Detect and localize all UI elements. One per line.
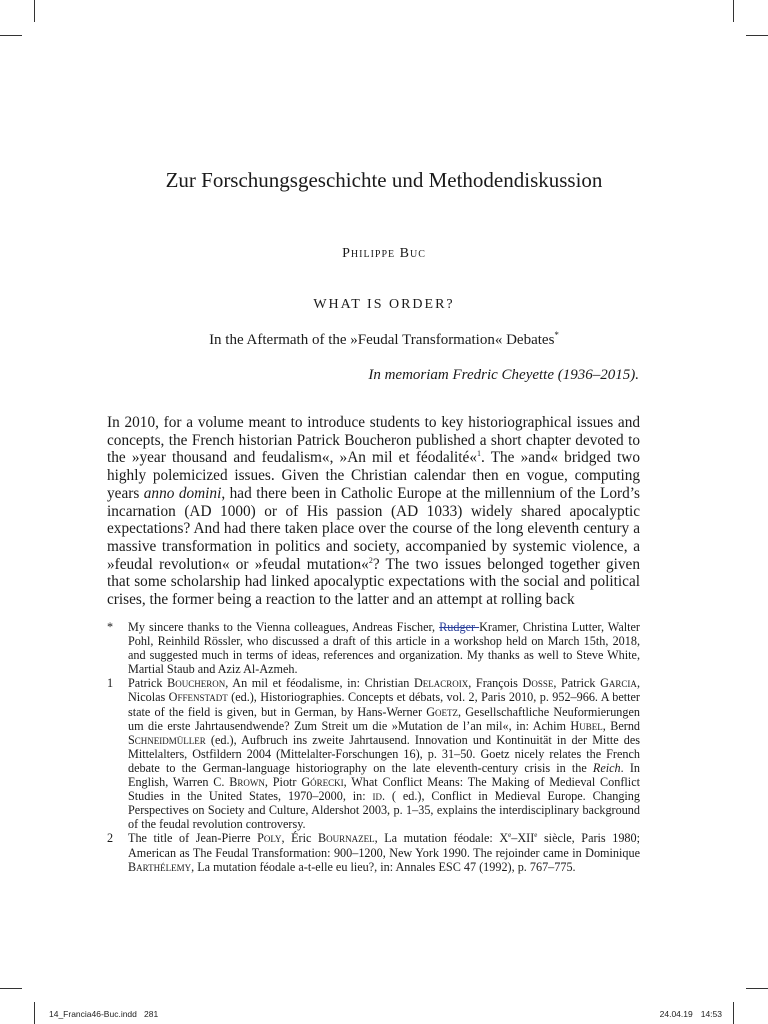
fn-text-part: , Gesellschaftliche Neuformierungen um die erste Jahrtausendwende? Zum Streit um die »Mutation de l’an mil«, in: Achim bbox=[128, 704, 640, 733]
fn-text-part: –XII bbox=[511, 831, 535, 846]
fn-text-part: , Nicolas bbox=[128, 676, 640, 705]
author-name: Philippe Buc bbox=[342, 246, 426, 261]
body-text-part: . The »and« bridged two highly polemicized issues. Given the Christian calendar then en vogue, computing years bbox=[107, 449, 641, 502]
author-surname: Goetz bbox=[426, 704, 459, 719]
footnote-marker: * bbox=[107, 620, 114, 634]
crop-mark-top-left-horizontal bbox=[0, 35, 22, 36]
author-surname: Dosse bbox=[522, 676, 554, 691]
fn-text-part: siècle, Paris 1980; American as The Feudal Transformation: 900–1200, New York 1990. The rejoinder came in Dominique bbox=[128, 831, 640, 860]
fn-text-part: (ed.), Historiographies. Concepts et débats, vol. 2, Paris 2010, p. 952–966. A better state of the field is given, but in German, by Hans-Werner bbox=[128, 690, 640, 719]
century-superscript: e bbox=[508, 831, 512, 840]
fn-text-part: , Piotr bbox=[264, 775, 302, 790]
footnote-text bbox=[128, 620, 640, 676]
fn-text-part: , La mutation féodale: X bbox=[374, 831, 509, 846]
footnote-marker: 2 bbox=[107, 831, 114, 846]
author-surname: Offenstadt bbox=[168, 690, 228, 705]
body-text-part: ? The two issues belonged together given that some scholarship had linked apocalyptic expectations with the social and political crises, the former being a reaction to the latter and an attempt at rolling back bbox=[107, 555, 640, 609]
print-slug-file bbox=[49, 1009, 158, 1019]
author-surname: Bournazel bbox=[317, 831, 375, 846]
author-surname: Schneidmüller bbox=[128, 732, 206, 747]
fn-text-part: , La mutation féodale a-t-elle eu lieu?, in: Annales ESC 47 (1992), p. 767–775. bbox=[191, 859, 576, 874]
crop-mark-top-left-vertical bbox=[34, 0, 35, 22]
subtitle-text: In the Aftermath of the »Feudal Transformation« Debates bbox=[209, 332, 555, 348]
crop-mark-bottom-left-vertical bbox=[34, 1002, 35, 1024]
fn-text-part: , Patrick bbox=[553, 676, 601, 691]
body-paragraph bbox=[107, 414, 640, 609]
author-surname: Poly bbox=[257, 831, 282, 846]
fn-text-part: (ed.), Aufbruch ins zweite Jahrtausend. Innovation und Kontinuität in der Mitte des Mittelalters, Ostfildern 2004 (Mittelalter-Forschungen 16), p. 31–50. Goetz nicely relates the French debate to the German-language historiography on the late eleventh-century crisis in the bbox=[128, 732, 640, 775]
memoriam-dedication: In memoriam Fredric Cheyette (1936–2015). bbox=[368, 367, 639, 383]
struck-out-name: Rudger bbox=[439, 620, 480, 634]
fn-text-part: . In English, Warren C. bbox=[128, 760, 640, 790]
footnote-ref-2[interactable]: 2 bbox=[368, 555, 373, 565]
slug-date: 24.04.19 bbox=[659, 1009, 693, 1019]
body-text-part: , had there been in Catholic Europe at the millennium of the Lord’s incarnation (AD 1000) or of His passion (AD 1033) widely shared apocalyptic expectations? And had there taken place over the course of the long eleventh century a massive transformation in politics and society, accompanied by systemic violence, a »feudal revolution« or »feudal mutation« bbox=[107, 484, 640, 573]
author-surname: Boucheron bbox=[167, 676, 226, 691]
slug-filename: 14_Francia46-Buc.indd bbox=[49, 1009, 137, 1019]
author-surname: id. bbox=[372, 789, 386, 804]
crop-mark-bottom-right-vertical bbox=[733, 1002, 734, 1024]
fn-text-part: , What Conflict Means: The Making of Medieval Conflict Studies in the United States, 1970–2000, in: bbox=[128, 775, 640, 804]
crop-mark-bottom-right-horizontal bbox=[746, 988, 768, 989]
footnote-2 bbox=[107, 831, 640, 873]
author-surname: Barthélemy bbox=[128, 859, 192, 874]
article-title: WHAT IS ORDER? bbox=[313, 297, 455, 312]
author-surname: Hubel bbox=[570, 718, 603, 733]
footnote-1 bbox=[107, 676, 640, 831]
article-subtitle bbox=[0, 330, 768, 349]
crop-mark-bottom-left-horizontal bbox=[0, 988, 22, 989]
footnote-ref-1[interactable]: 1 bbox=[476, 449, 481, 459]
fn-text-part: Kramer, Christina Lutter, Walter Pohl, Reinhild Rössler, who discussed a draft of this article in a workshop held on March 15th, 2018, and suggested much in terms of ideas, references and organization. My thanks as well to Steve White, Martial Staub and Aziz Al-Azmeh. bbox=[128, 620, 640, 677]
footnote-star bbox=[107, 620, 640, 676]
crop-mark-top-right-vertical bbox=[733, 0, 734, 22]
slug-time: 14:53 bbox=[700, 1009, 722, 1019]
fn-text-part: The title of Jean-Pierre bbox=[128, 831, 258, 846]
fn-text-part: Patrick bbox=[128, 676, 168, 691]
author-surname: Delacroix bbox=[413, 676, 469, 691]
subtitle-footnote-marker[interactable]: * bbox=[554, 330, 559, 340]
crop-mark-top-right-horizontal bbox=[746, 35, 768, 36]
author-surname: Garcia bbox=[600, 676, 637, 691]
slug-page-number: 281 bbox=[143, 1009, 159, 1019]
footnote-text bbox=[128, 831, 640, 873]
century-superscript: e bbox=[534, 831, 538, 840]
author-surname: Górecki bbox=[301, 775, 344, 790]
fn-text-part: ( ed.), Conflict in Medieval Europe. Changing Perspectives on Society and Culture, Aldershot 2003, p. 1–35, explains the interdisciplinary background of the feudal revolution controversy. bbox=[128, 789, 640, 832]
fn-text-part: , Éric bbox=[281, 831, 318, 846]
footnote-text bbox=[128, 676, 640, 831]
fn-text-part: My sincere thanks to the Vienna colleagues, Andreas Fischer, bbox=[128, 620, 440, 634]
footnote-marker: 1 bbox=[107, 676, 114, 691]
print-slug-date bbox=[660, 1009, 722, 1019]
fn-text-part: , Bernd bbox=[602, 718, 641, 733]
body-text-part: In 2010, for a volume meant to introduce students to key historiographical issues and concepts, the French historian Patrick Boucheron published a short chapter devoted to the »year thousand and feudalism«, »An mil et féodalité« bbox=[107, 414, 640, 467]
fn-text-part: , François bbox=[468, 676, 523, 691]
italic-term: Reich bbox=[592, 760, 621, 775]
body-italic-term: anno domini bbox=[143, 484, 222, 502]
fn-text-part: , An mil et féodalisme, in: Christian bbox=[225, 676, 414, 691]
footnotes bbox=[107, 620, 640, 874]
section-title: Zur Forschungsgeschichte und Methodendiskussion bbox=[165, 168, 603, 192]
author-surname: Brown bbox=[229, 775, 265, 790]
